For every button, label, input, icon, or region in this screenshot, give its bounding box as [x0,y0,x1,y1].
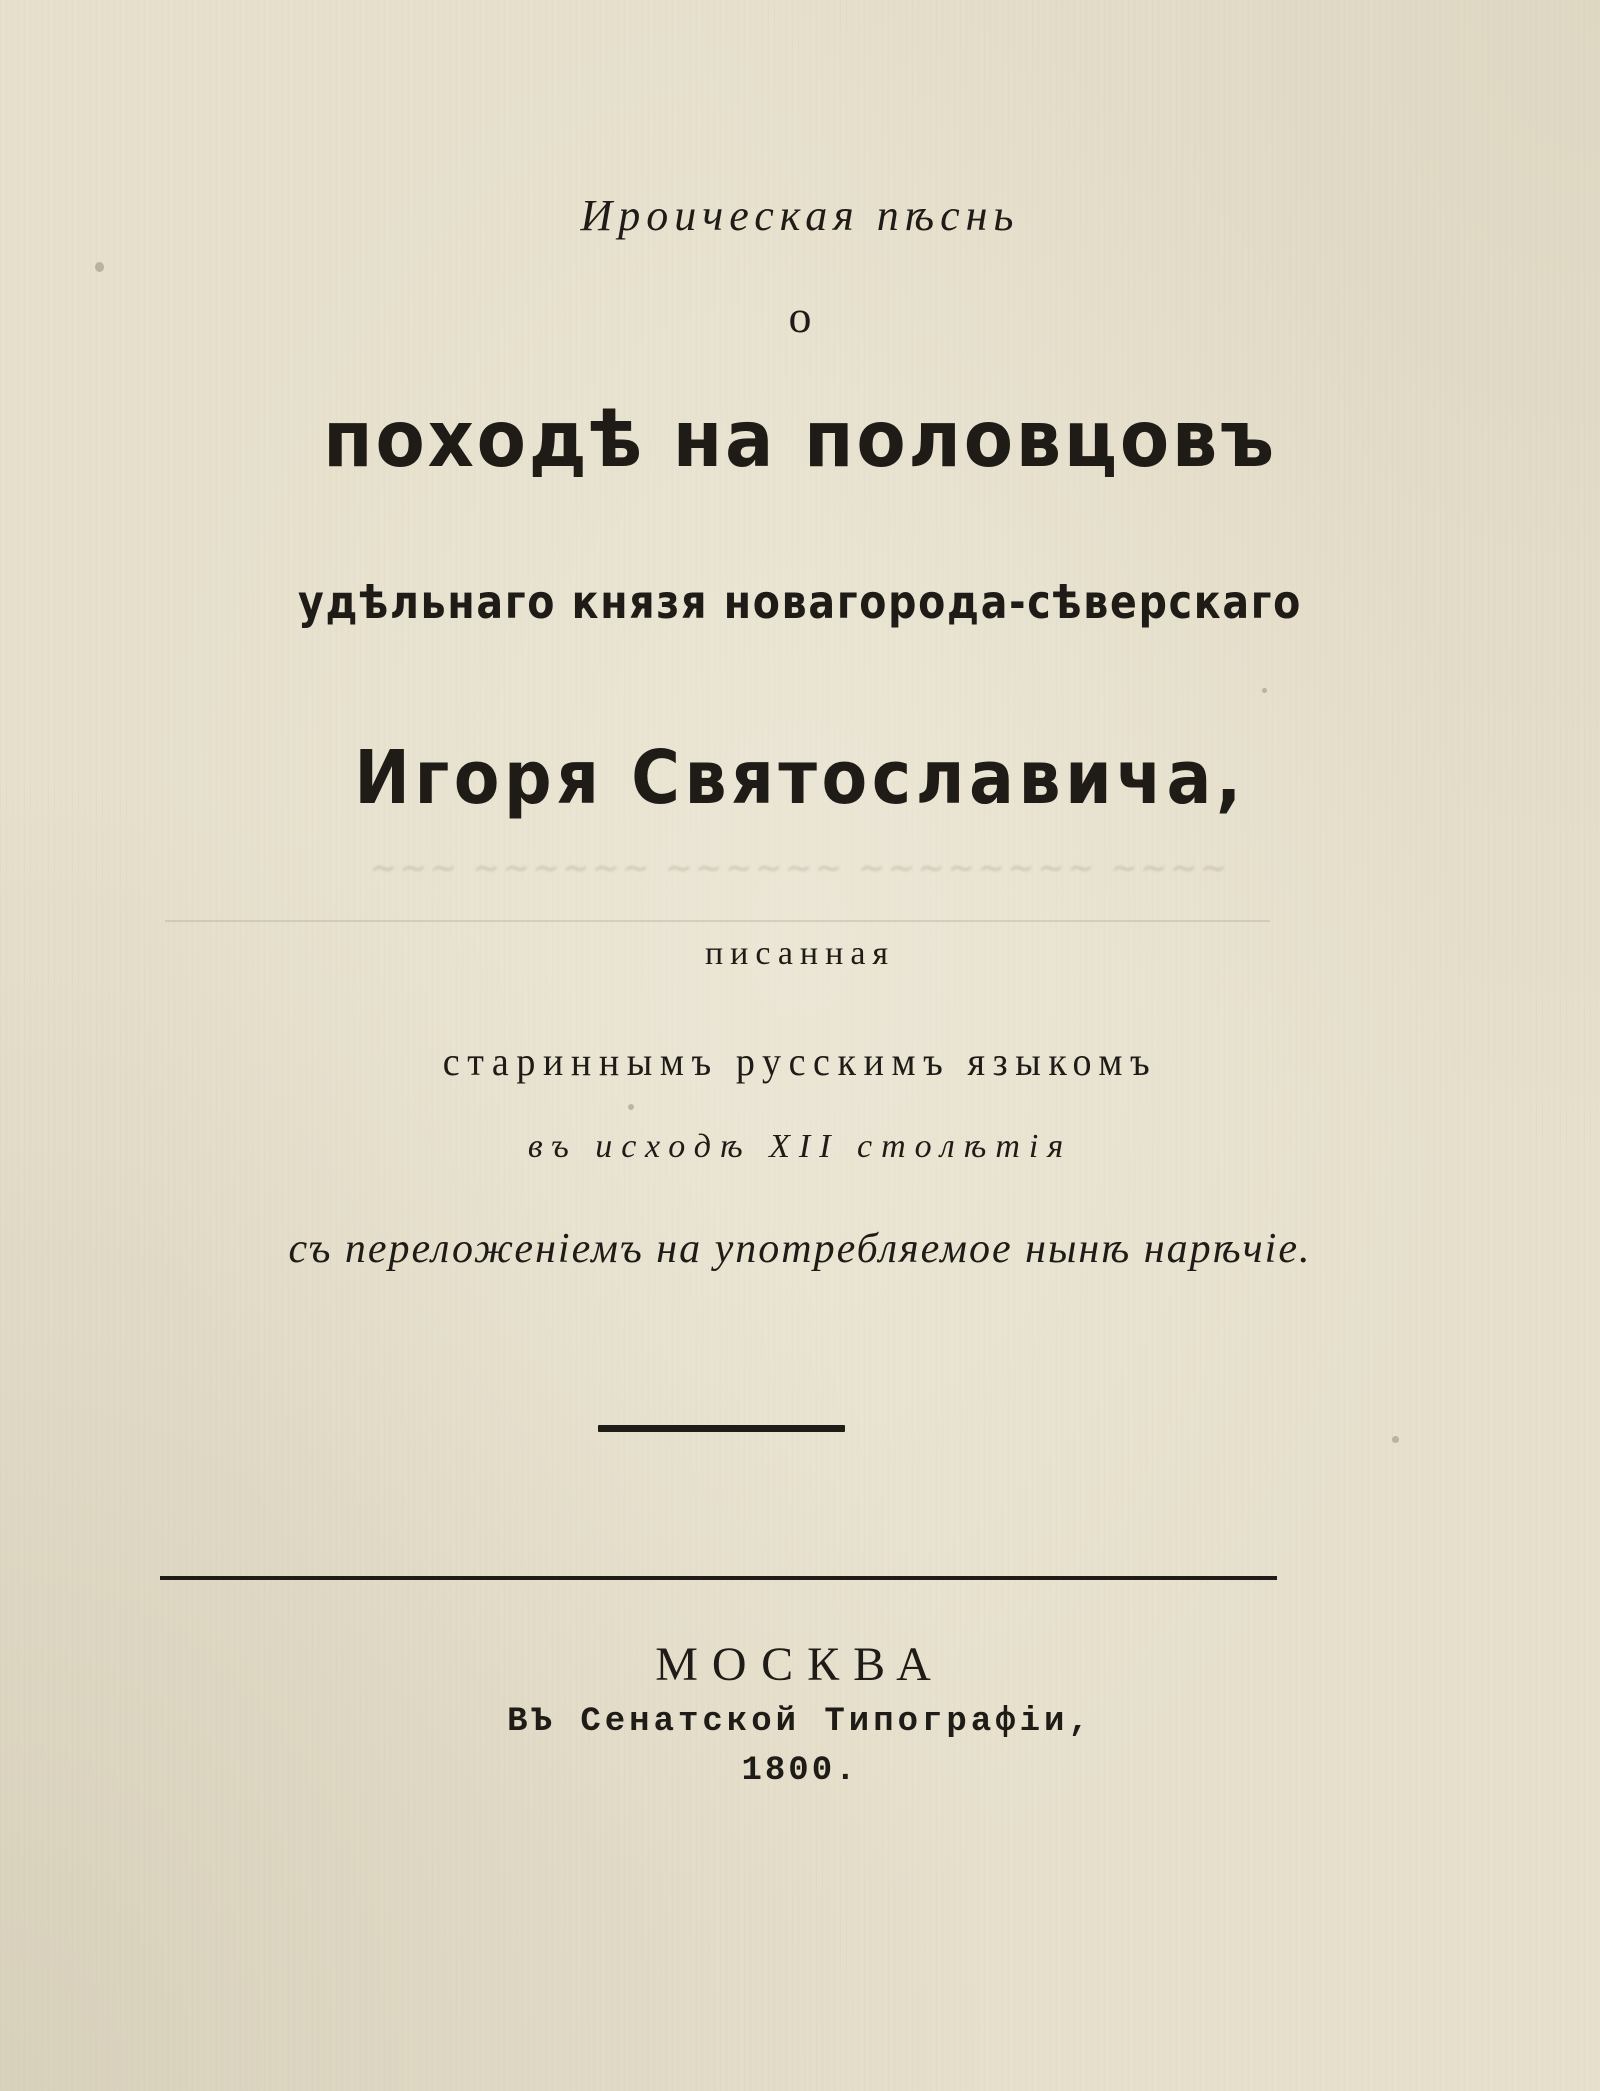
title-line-prince: удѣльнаго князя новагорода-сѣверскаго [297,575,1303,629]
paper-spot [628,1104,634,1110]
title-line-heroic-song: Ироическая пѣснь [580,191,1020,240]
subtitle-translation: съ переложеніемъ на употребляемое нынѣ нарѣчіе. [288,1226,1312,1272]
title-line-about: о [788,291,812,342]
imprint-press: ВЪ Сенатской Типографіи, [507,1703,1093,1741]
paper-spot [1262,688,1267,693]
show-through-text: ~~~ ~~~~~~ ~~~~~~ ~~~~~~~~ ~~~~ [369,848,1231,888]
subtitle-language: стариннымъ русскимъ языкомъ [442,1039,1158,1084]
imprint-city: МОСКВА [655,1638,945,1691]
ornamental-rule [598,1425,845,1432]
subtitle-century: въ исходѣ XII столѣтія [527,1128,1073,1165]
imprint-year: 1800. [741,1752,859,1790]
faint-rule [165,920,1270,922]
title-line-igor: Игоря Святославича, [354,735,1246,821]
title-line-campaign: походѣ на половцовъ [323,395,1277,485]
imprint-rule [160,1576,1277,1580]
paper-spot [95,262,104,272]
subtitle-written: писанная [704,935,896,972]
paper-spot [1392,1436,1399,1443]
